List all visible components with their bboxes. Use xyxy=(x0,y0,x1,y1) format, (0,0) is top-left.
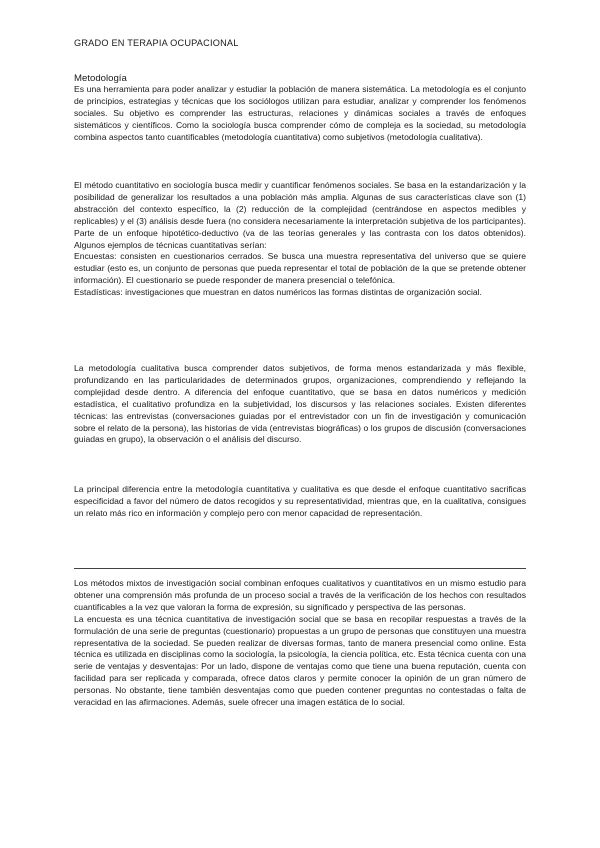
intro-paragraph: Es una herramienta para poder analizar y estudiar la población de manera sistemática. La metodología es el conjunto de principios, estrategias y técnicas que los sociólogos utilizan para estudiar, analizar y comprender los fenómenos sociales. Su objetivo es comprender las estructuras, relaciones y dinámicas sociales a través de enfoques sistemáticos y científicos. Como la sociología busca comprender cómo de compleja es la sociedad, su metodología combina aspectos tanto cuantificables (metodología cuantitativa) como subjetivos (metodología cualitativa). xyxy=(74,84,526,142)
divider-line xyxy=(74,568,526,569)
quantitative-paragraph: El método cuantitativo en sociología busca medir y cuantificar fenómenos sociales. Se basa en la estandarización y la posibilidad de generalizar los resultados a una población más amplia. Algunas de sus características clave son (1) abstracción del contexto específico, la (2) reducción de la complejidad (centrándose en aspectos medibles y replicables) y el (3) análisis desde fuera (no considera necesariamente la interpretación subjetiva de los participantes). Parte de un enfoque hipotético-deductivo (va de las teorías generales y las contrasta con los datos obtenidos). Algunos ejemplos de técnicas cuantitativas serían: xyxy=(74,180,526,250)
difference-paragraph-block xyxy=(74,484,526,520)
intro-paragraph-block xyxy=(74,84,526,144)
qualitative-paragraph-block xyxy=(74,363,526,446)
section-title: Metodología xyxy=(74,73,127,84)
mixed-methods-paragraph: Los métodos mixtos de investigación social combinan enfoques cualitativos y cuantitativos en un mismo estudio para obtener una comprensión más profunda de un proceso social a través de la verificación de los hechos con resultados cuantificables a la vez que valoran la forma de expresión, su significado y perspectiva de las personas. xyxy=(74,578,526,612)
statistics-paragraph: Estadísticas: investigaciones que muestran en datos numéricos las formas distintas de organización social. xyxy=(74,287,482,298)
difference-paragraph: La principal diferencia entre la metodología cuantitativa y cualitativa es que desde el enfoque cuantitativo sacrificas especificidad a favor del número de datos recogidos y su representatividad, mientras que, en la cualitativa, consigues un relato más rico en información y complejo pero con menor capacidad de representación. xyxy=(74,484,526,518)
qualitative-paragraph: La metodología cualitativa busca comprender datos subjetivos, de forma menos estandarizada y más flexible, profundizando en las particularidades de determinados grupos, organizaciones, comprendiendo y reflejando la complejidad desde dentro. A diferencia del enfoque cuantitativo, que se basa en datos numéricos y medición estadística, el cualitativo profundiza en la subjetividad, los discursos y las relaciones sociales. Existen diferentes técnicas: las entrevistas (conversaciones guiadas por el entrevistador con un fin de investigación y comunicación sobre el relato de la persona), las historias de vida (entrevistas biográficas) o los grupos de discusión (conversaciones guiadas en grupo), la observación o el análisis del discurso. xyxy=(74,363,526,445)
survey-technique-paragraph: La encuesta es una técnica cuantitativa de investigación social que se basa en recopilar respuestas a través de la formulación de una serie de preguntas (cuestionario) propuestas a un grupo de personas que constituyen una muestra representativa de la sociedad. Se pueden realizar de diversas formas, tanto de manera presencial como online. Esta técnica es utilizada en disciplinas como la sociología, la psicología, la ciencia política, etc. Esta técnica cuenta con una serie de ventajas y desventajas: Por un lado, dispone de ventajas como que tiene una buena reputación, cuenta con facilidad para ser replicada y comparada, ofrece datos claros y permite conocer la opinión de un gran número de personas. No obstante, tiene también desventajas como que pueden contener preguntas no contestadas o falta de veracidad en las afirmaciones. Además, suele ofrecer una imagen estática de lo social. xyxy=(74,613,526,708)
quantitative-paragraph-block xyxy=(74,180,526,299)
mixed-methods-block xyxy=(74,578,526,709)
surveys-paragraph: Encuestas: consisten en cuestionarios cerrados. Se busca una muestra representativa del universo que se quiere estudiar (esto es, un conjunto de personas que pueda representar el total de población de la que se pretende obtener información). El cuestionario se puede responder de manera presencial o telefónica. xyxy=(74,251,526,286)
document-header: GRADO EN TERAPIA OCUPACIONAL xyxy=(74,38,239,48)
